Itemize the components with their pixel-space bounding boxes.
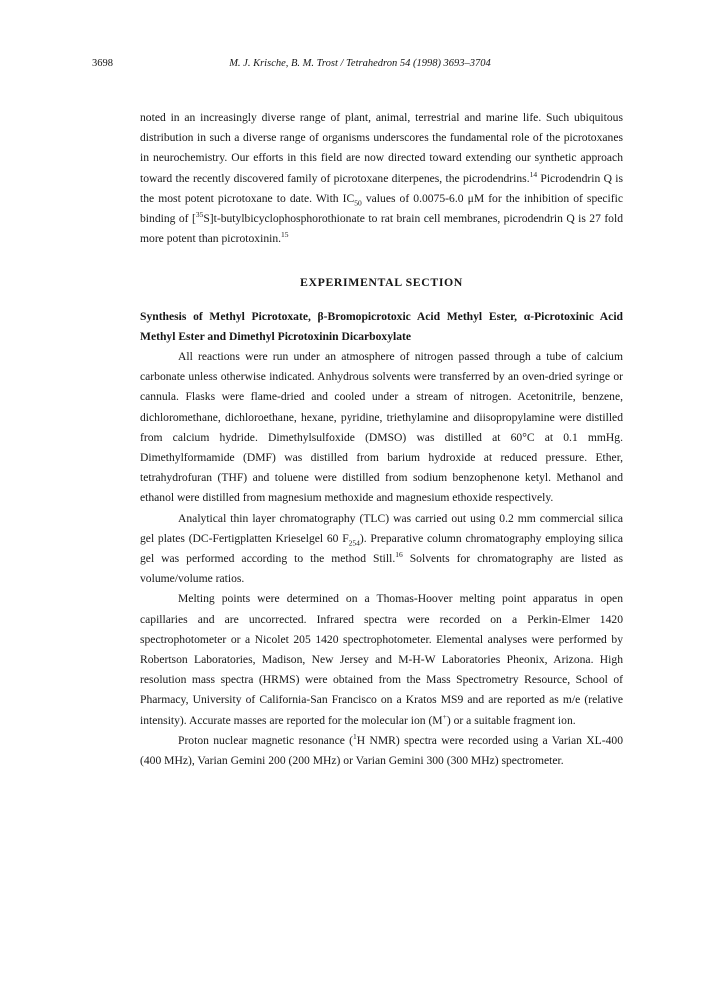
- paragraph-text: ). Preparative column chromatography employing silica gel was performed according to the method Still.: [140, 531, 623, 566]
- paragraph-general: All reactions were run under an atmosphere of nitrogen passed through a tube of calcium carbonate unless otherwise indicated. Anhydrous solvents were transferred by an oven-dried syringe or cannula. Flasks were flame-dried and cooled under a stream of nitrogen. Acetonitrile, benzene, dichloromethane, dichloroethane, hexane, pyridine, triethylamine and diisopropylamine were distilled from calcium hydride. Dimethylsulfoxide (DMSO) was distilled at 60°C at 0.1 mmHg. Dimethylformamide (DMF) was distilled from barium hydroxide at reduced pressure. Ether, tetrahydrofuran (THF) and toluene were distilled from sodium benzophenone ketyl. Methanol and ethanol were distilled from magnesium methoxide and magnesium ethoxide respectively.: [140, 350, 623, 505]
- charge-superscript: +: [442, 711, 447, 721]
- subheading: Synthesis of Methyl Picrotoxate, β-Bromopicrotoxic Acid Methyl Ester, α-Picrotoxinic Acid Methyl Ester and Dimethyl Picrotoxinin Dicarboxylate: [140, 309, 623, 343]
- paragraph-text: Solvents for chromatography are listed as volume/volume ratios.: [140, 552, 623, 586]
- paragraph-instruments: [140, 589, 623, 730]
- page-header: [92, 58, 628, 74]
- running-head: M. J. Krische, B. M. Trost / Tetrahedron 54 (1998) 3693–3704: [229, 58, 491, 69]
- reference-superscript: 16: [395, 550, 403, 560]
- paragraph-nmr: [140, 731, 623, 771]
- reference-superscript: 15: [281, 230, 289, 240]
- paragraph-text: Proton nuclear magnetic resonance (: [178, 733, 354, 747]
- page-number: 3698: [92, 58, 113, 69]
- paragraph-text: H NMR) spectra were recorded using a Varian XL-400 (400 MHz), Varian Gemini 200 (200 MHz) or Varian Gemini 300 (300 MHz) spectrometer.: [140, 733, 623, 768]
- subscript: 50: [354, 198, 362, 208]
- paragraph-text: Melting points were determined on a Thomas-Hoover melting point apparatus in open capillaries and are uncorrected. Infrared spectra were recorded on a Perkin-Elmer 1420 spectrophotometer or a Nicolet 205 1420 spectrophotometer. Elemental analyses were performed by Robertson Laboratories, Madison, New Jersey and M-H-W Laboratories Pheonix, Arizona. High resolution mass spectra (HRMS) were obtained from the Mass Spectrometry Resource, School of Pharmacy, University of California-San Francisco on a Kratos MS9 and are reported as m/e (relative intensity). Accurate masses are reported for the molecular ion (M: [140, 592, 623, 727]
- paragraph-intro: [140, 108, 623, 249]
- paragraph-text: noted in an increasingly diverse range of plant, animal, terrestrial and marine life. Such ubiquitous distribution in such a diverse range of organisms underscores the fundamental role of the picrotoxanes in neurochemistry. Our efforts in this field are now directed toward extending our synthetic approach toward the recently discovered family of picrotoxane diterpenes, the picrodendrins.: [140, 111, 623, 185]
- paragraph-text: ) or a suitable fragment ion.: [446, 713, 576, 727]
- isotope-superscript: 1: [353, 732, 357, 742]
- paragraph-text: Analytical thin layer chromatography (TLC) was carried out using 0.2 mm commercial silica gel plates (DC-Fertigplatten Krieselgel 60 F: [140, 511, 623, 545]
- reference-superscript: 14: [529, 169, 538, 179]
- paragraph-text: values of 0.0075-6.0 μM for the inhibition of specific binding of [: [140, 191, 623, 226]
- isotope-superscript: 35: [195, 210, 204, 220]
- section-title: EXPERIMENTAL SECTION: [300, 275, 463, 290]
- paragraph-text: S]t-butylbicyclophosphorothionate to rat brain cell membranes, picrodendrin Q is 27 fold more potent than picrotoxinin.: [140, 212, 623, 246]
- page-body: [140, 108, 623, 771]
- paragraph-tlc: [140, 509, 623, 590]
- paragraph-text: Picrodendrin Q is the most potent picrotoxane to date. With IC: [140, 171, 623, 205]
- subscript: 254: [348, 538, 360, 548]
